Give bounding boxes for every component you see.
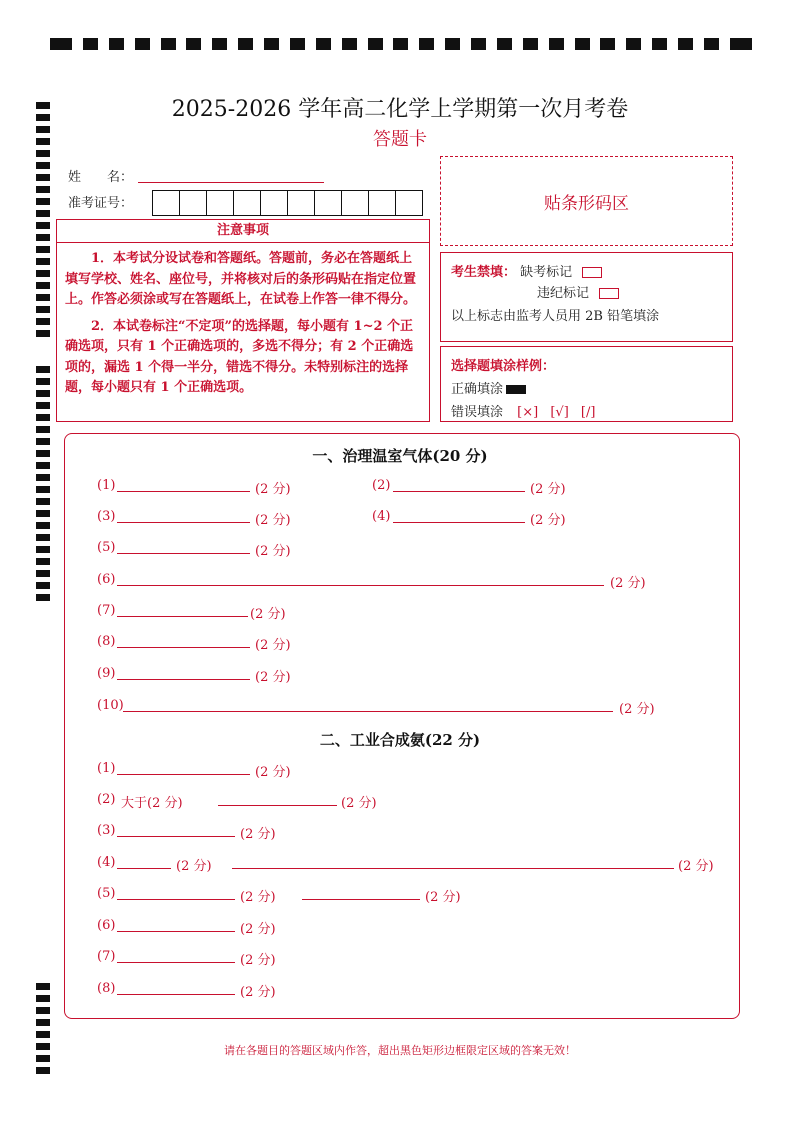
notice-item-1: 1．本考试分设试卷和答题纸。答题前，务必在答题纸上填写学校、姓名、座位号，并将核对后的条形码贴在指定位置上。作答必须涂或写在答题纸上，在试卷上作答一律不得分。 <box>65 251 417 307</box>
s2-q5-score-1: (2 分) <box>240 890 276 905</box>
s1-q8-answer-line[interactable] <box>117 647 250 648</box>
s1-q6-answer-line[interactable] <box>117 585 604 586</box>
s2-q1-score: (2 分) <box>255 765 291 780</box>
examiner-only-box <box>440 252 733 342</box>
s1-q4-score: (2 分) <box>530 513 566 528</box>
name-label: 姓 名： <box>68 170 134 185</box>
s2-q8-score: (2 分) <box>240 985 276 1000</box>
s1-q2-number: (2) <box>372 478 391 493</box>
fill-sample-box <box>440 346 733 422</box>
s2-q1-answer-line[interactable] <box>117 774 250 775</box>
s2-q3-score: (2 分) <box>240 827 276 842</box>
absent-mark-label: 缺考标记 <box>520 265 573 280</box>
wrong-mark-slash: [/] <box>580 405 596 420</box>
s1-q10-score: (2 分) <box>619 702 655 717</box>
s2-q5-answer-line-2[interactable] <box>302 899 420 900</box>
ban-note: 以上标志由监考人员用 2B 铅笔填涂 <box>451 309 660 324</box>
barcode-label: 贴条形码区 <box>544 193 629 214</box>
s2-q6-score: (2 分) <box>240 922 276 937</box>
id-label: 准考证号： <box>68 196 134 211</box>
s1-q5-score: (2 分) <box>255 544 291 559</box>
s2-q7-score: (2 分) <box>240 953 276 968</box>
s2-q4-number: (4) <box>97 855 116 870</box>
s2-q2-answer-line[interactable] <box>218 805 337 806</box>
s1-q6-number: (6) <box>97 572 116 587</box>
side-timing-marks-lower <box>36 983 50 1074</box>
s2-q5-number: (5) <box>97 886 116 901</box>
s1-q3-number: (3) <box>97 509 116 524</box>
s1-q8-score: (2 分) <box>255 638 291 653</box>
s2-q5-answer-line-1[interactable] <box>117 899 235 900</box>
page-subtitle: 答题卡 <box>373 129 427 150</box>
s2-q3-answer-line[interactable] <box>117 836 235 837</box>
wrong-mark-check: [√] <box>550 405 569 420</box>
s1-q4-answer-line[interactable] <box>393 522 525 523</box>
s2-q6-answer-line[interactable] <box>117 931 235 932</box>
s1-q8-number: (8) <box>97 634 116 649</box>
s2-q3-number: (3) <box>97 823 116 838</box>
violation-mark-box[interactable] <box>599 288 619 299</box>
violation-mark-label: 违纪标记 <box>537 286 590 301</box>
s2-q2-prefix: 大于(2 分) <box>121 796 183 811</box>
wrong-fill-label: 错误填涂 <box>451 405 504 420</box>
ban-label: 考生禁填： <box>451 265 517 280</box>
s1-q10-answer-line[interactable] <box>123 711 613 712</box>
s2-q4-answer-line-1[interactable] <box>117 868 171 869</box>
wrong-mark-x: [×] <box>517 405 539 420</box>
sample-title: 选择题填涂样例： <box>451 359 556 374</box>
s2-q4-score-1: (2 分) <box>176 859 212 874</box>
section2-title: 二、工业合成氨(22 分) <box>319 731 481 749</box>
top-timing-marks <box>50 38 752 52</box>
correct-fill-label: 正确填涂 <box>451 382 504 397</box>
s2-q2-score: (2 分) <box>341 796 377 811</box>
s2-q8-answer-line[interactable] <box>117 994 235 995</box>
s1-q9-number: (9) <box>97 666 116 681</box>
s2-q8-number: (8) <box>97 981 116 996</box>
s1-q1-score: (2 分) <box>255 482 291 497</box>
s1-q9-answer-line[interactable] <box>117 679 250 680</box>
s1-q2-score: (2 分) <box>530 482 566 497</box>
s1-q6-score: (2 分) <box>610 576 646 591</box>
s1-q4-number: (4) <box>372 509 391 524</box>
name-field[interactable] <box>138 182 324 183</box>
s1-q7-answer-line[interactable] <box>117 616 248 617</box>
s1-q1-number: (1) <box>97 478 116 493</box>
s1-q2-answer-line[interactable] <box>393 491 525 492</box>
s2-q5-score-2: (2 分) <box>425 890 461 905</box>
s2-q1-number: (1) <box>97 761 116 776</box>
s1-q5-answer-line[interactable] <box>117 553 250 554</box>
footer-warning: 请在各题目的答题区域内作答，超出黑色矩形边框限定区域的答案无效！ <box>224 1044 576 1057</box>
page-title: 2025-2026 学年高二化学上学期第一次月考卷 <box>171 97 629 122</box>
s2-q4-score-2: (2 分) <box>678 859 714 874</box>
notice-box <box>56 219 430 422</box>
s1-q5-number: (5) <box>97 540 116 555</box>
s2-q7-number: (7) <box>97 949 116 964</box>
notice-heading: 注意事项 <box>57 220 429 243</box>
s2-q7-answer-line[interactable] <box>117 962 235 963</box>
section1-title: 一、治理温室气体(20 分) <box>312 447 488 465</box>
notice-item-2: 2．本试卷标注“不定项”的选择题，每小题有 1~2 个正确选项，只有 1 个正确选项的，多选不得分；有 2 个正确选项的，漏选 1 个得一半分，错选不得分。未特别标注的选择题，每小题只有 1 个正确选项。 <box>65 318 414 395</box>
s1-q3-answer-line[interactable] <box>117 522 250 523</box>
barcode-area <box>440 156 733 246</box>
s1-q10-number: (10) <box>97 698 124 713</box>
exam-id-boxes[interactable] <box>153 190 423 216</box>
s2-q6-number: (6) <box>97 918 116 933</box>
s1-q7-score: (2 分) <box>250 607 286 622</box>
s2-q2-number: (2) <box>97 792 116 807</box>
correct-fill-example <box>506 385 526 394</box>
absent-mark-box[interactable] <box>582 267 602 278</box>
s1-q3-score: (2 分) <box>255 513 291 528</box>
s1-q7-number: (7) <box>97 603 116 618</box>
side-timing-marks-middle <box>36 366 50 601</box>
s1-q9-score: (2 分) <box>255 670 291 685</box>
s1-q1-answer-line[interactable] <box>117 491 250 492</box>
s2-q4-answer-line-2[interactable] <box>232 868 674 869</box>
